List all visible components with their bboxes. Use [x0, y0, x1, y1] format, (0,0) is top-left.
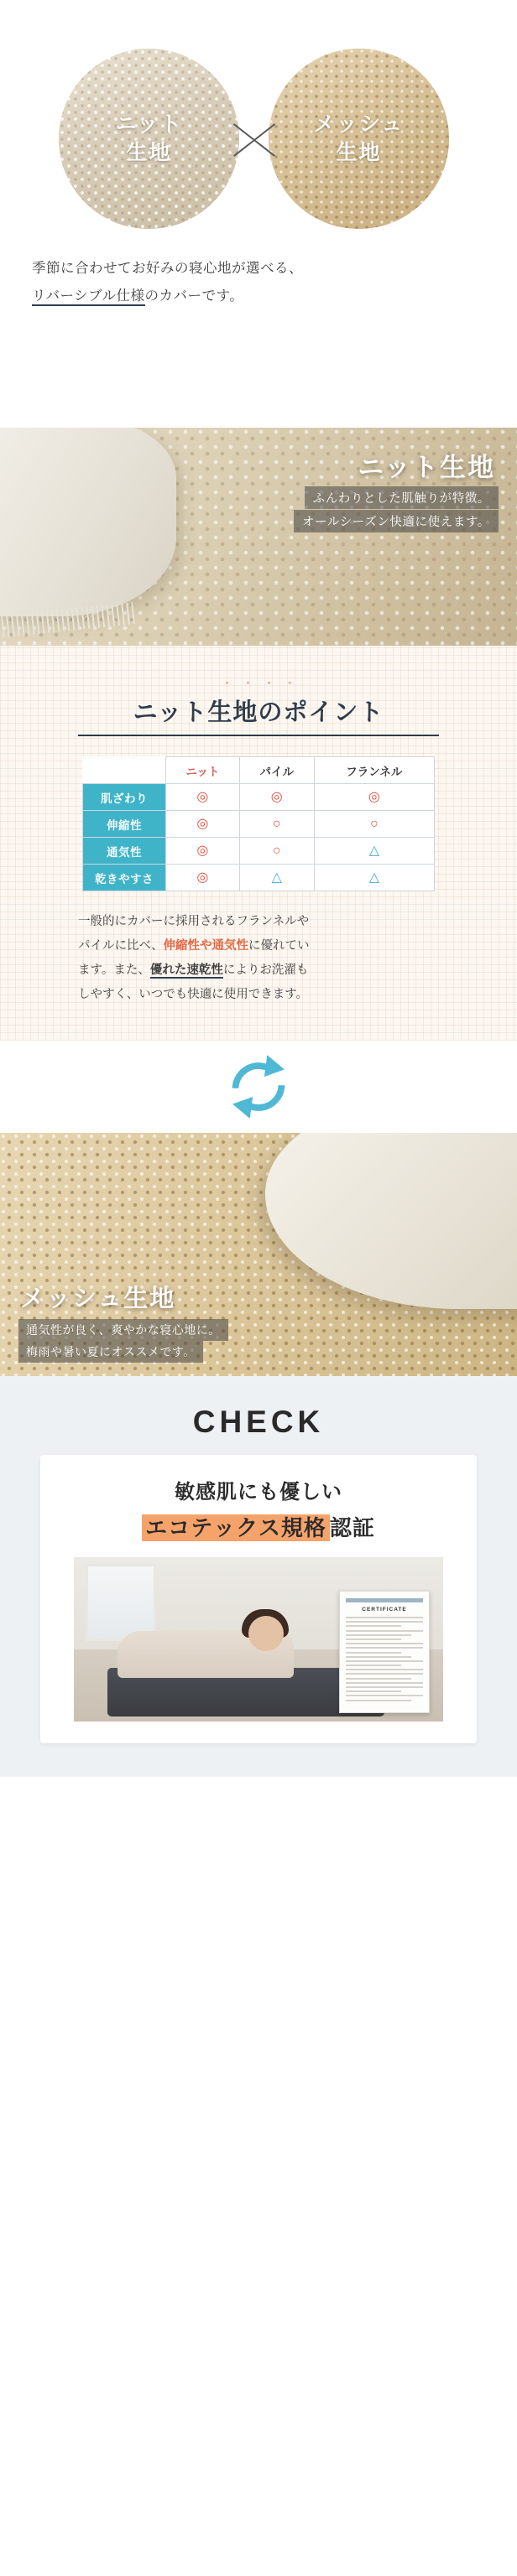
table-header-knit: ニット	[166, 757, 240, 784]
table-cell-3-2: △	[368, 870, 379, 885]
certificate-header-bar	[346, 1598, 423, 1602]
table-cell-3-0: ◎	[196, 870, 209, 885]
table-row-label-3: 乾きやすさ	[83, 865, 166, 891]
mesh-fabric-circle	[269, 49, 449, 229]
certification-headline-1: 敏感肌にも優しい	[175, 1481, 342, 1504]
table-cell-3-1: △	[271, 870, 282, 885]
table-cell-2-0: ◎	[196, 843, 209, 858]
hero-lead-line2	[32, 283, 485, 310]
mesh-circle-label	[269, 49, 449, 229]
table-row-label-1: 伸縮性	[83, 811, 166, 838]
hero-lead-underlined: リバーシブル仕様	[32, 288, 145, 306]
table-header-blank	[83, 757, 166, 784]
table-header-row	[83, 757, 435, 784]
points-body-bold-2: 優れた速乾性	[149, 963, 223, 977]
fabric-comparison-table	[82, 756, 435, 891]
check-title: CHECK	[192, 1405, 325, 1439]
table-header-pile: パイル	[239, 757, 314, 784]
room-window	[86, 1564, 156, 1641]
fabric-circles	[0, 34, 517, 243]
points-heading-sub: のポイント	[258, 699, 384, 726]
hero-lead-text	[0, 243, 517, 310]
table-row-label-0: 肌ざわり	[83, 784, 166, 811]
points-body-2: パイルに比べ、	[78, 939, 164, 953]
mesh-circle-label-line2: 生地	[336, 140, 382, 164]
table-header-flannel: フランネル	[314, 757, 434, 784]
points-heading-rule	[78, 735, 439, 736]
table-row	[83, 865, 435, 891]
table-row	[83, 784, 435, 811]
points-body-4: ます。また、	[78, 963, 150, 977]
table-cell-0-0: ◎	[196, 789, 209, 804]
knit-photo-title: ニット生地	[358, 453, 495, 482]
knit-photo-caption-2: オールシーズン快適に使えます。	[294, 510, 499, 532]
knit-fabric-circle	[59, 49, 239, 229]
knit-points-section	[0, 646, 517, 1041]
points-body-5: によりお洗濯も	[222, 963, 309, 977]
points-body-6: しやすく、いつでも快適に使用できます。	[78, 988, 309, 1001]
points-body-bold-1: 伸縮性や通気性	[163, 939, 248, 953]
knit-circle-label-line2: 生地	[126, 140, 172, 164]
certification-card	[40, 1455, 477, 1743]
certificate-text-lines	[346, 1617, 423, 1701]
table-row	[83, 811, 435, 838]
decorative-dots: ・・・・	[221, 677, 306, 689]
table-cell-1-2: ○	[370, 816, 379, 831]
table-row	[83, 838, 435, 865]
mesh-photo-section	[0, 1133, 517, 1376]
knit-circle-label	[59, 49, 239, 229]
table-cell-0-1: ◎	[270, 789, 283, 804]
certification-highlight: エコテックス規格	[142, 1514, 330, 1541]
certificate-document	[339, 1591, 430, 1713]
certification-photo	[74, 1557, 443, 1722]
mesh-photo-caption-1: 通気性が良く、爽やかな寝心地に。	[18, 1319, 228, 1341]
table-cell-2-2: △	[368, 843, 379, 858]
cross-icon	[228, 114, 280, 166]
reversible-arrows-icon	[222, 1051, 295, 1123]
table-cell-1-0: ◎	[196, 816, 209, 831]
table-row-label-2: 通気性	[83, 838, 166, 865]
hero-lead-tail: のカバーです。	[144, 288, 244, 304]
certification-headline-2	[40, 1511, 477, 1542]
points-body-1: 一般的にカバーに採用されるフランネルや	[78, 915, 310, 928]
points-heading-main: ニット生地	[133, 699, 258, 726]
points-heading	[0, 693, 517, 728]
table-cell-1-1: ○	[272, 816, 281, 831]
check-section	[0, 1376, 517, 1777]
certification-headline-tail: 認証	[329, 1515, 375, 1540]
points-body-3: に優れてい	[248, 939, 310, 953]
points-body-text	[78, 910, 439, 1007]
person-head	[248, 1616, 284, 1651]
mesh-photo-title: メッシュ生地	[20, 1285, 176, 1312]
table-cell-2-1: ○	[272, 843, 281, 858]
reversible-section	[0, 1041, 517, 1133]
certificate-title: CERTIFICATE	[362, 1607, 407, 1613]
knit-circle-label-line1: ニット	[115, 112, 183, 136]
knit-photo-caption-1: ふんわりとした肌触りが特徴。	[305, 486, 499, 509]
mesh-circle-label-line1: メッシュ	[313, 112, 405, 136]
knit-photo-section	[0, 428, 517, 646]
hero-section	[0, 0, 517, 428]
hero-lead-line1: 季節に合わせてお好みの寝心地が選べる、	[32, 261, 303, 276]
table-cell-0-2: ◎	[368, 789, 380, 804]
mesh-photo-caption-2: 梅雨や暑い夏にオススメです。	[18, 1341, 203, 1363]
